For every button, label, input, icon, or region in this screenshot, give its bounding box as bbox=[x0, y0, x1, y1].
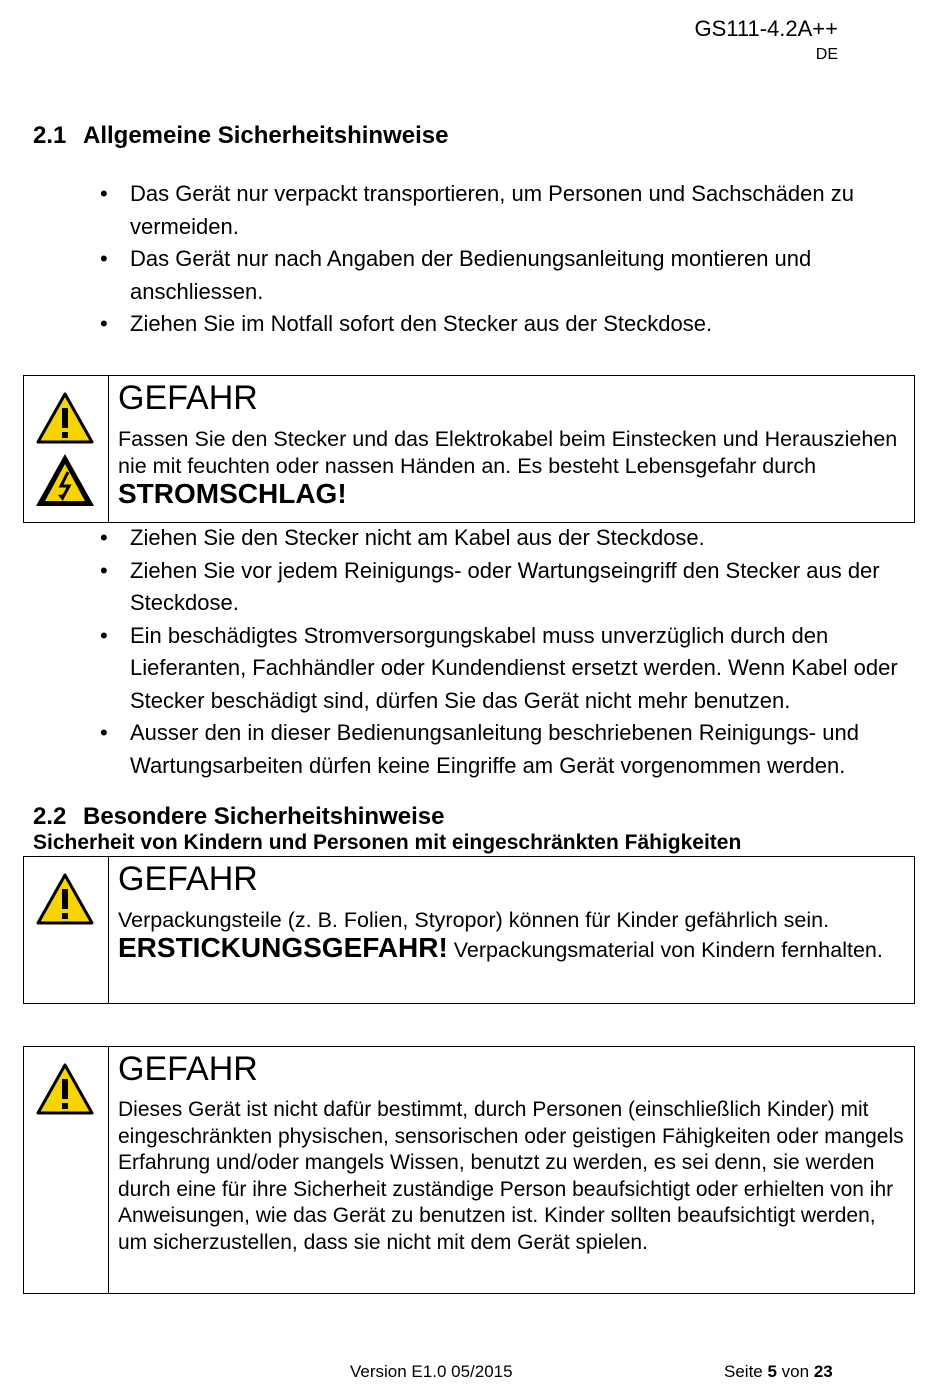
warning-emphasis: ERSTICKUNGSGEFAHR! bbox=[118, 932, 448, 963]
document-model: GS111-4.2A++ bbox=[694, 16, 838, 41]
bullet-icon: • bbox=[100, 311, 108, 336]
section-2-2-heading bbox=[33, 803, 444, 831]
warning-text: Fassen Sie den Stecker und das Elektrokabel beim Einstecken und Herausziehen nie mit feuchten oder nassen Händen an. Es besteht Lebensgefahr durch STROMSCHLAG! bbox=[118, 427, 898, 509]
warning-triangle-icon bbox=[36, 392, 94, 444]
warning-box-suffocation bbox=[23, 856, 915, 1004]
warning-title: GEFAHR bbox=[118, 379, 258, 417]
section-title: Allgemeine Sicherheitshinweise bbox=[83, 122, 449, 149]
warning-box-persons bbox=[23, 1046, 915, 1294]
section-2-1-heading bbox=[33, 122, 448, 150]
warning-icon-column bbox=[24, 857, 109, 1003]
warning-text: Dieses Gerät ist nicht dafür bestimmt, durch Personen (einschließlich Kinder) mit eingeschränkten physischen, sensorischen oder geistigen Fähigkeiten oder mangels Erfahrung und/oder mangels Wissen, benutzt zu werden, es sei denn, sie werden durch eine für ihre Sicherheit zuständige Person beaufsichtigt oder erhielten von ihr Anweisungen, wie das Gerät zu benutzen ist. Kinder sollten beaufsichtigt werden, um sicherzustellen, dass sie nicht mit dem Gerät spielen. bbox=[118, 1098, 904, 1254]
bullet-icon: • bbox=[100, 181, 108, 206]
bullet-icon: • bbox=[100, 525, 108, 550]
warning-icon-column bbox=[24, 376, 109, 522]
bullet-icon: • bbox=[100, 246, 108, 271]
bullet-list-cable bbox=[0, 522, 910, 782]
list-item: • Ausser den in dieser Bedienungsanleitung beschriebenen Reinigungs- und Wartungsarbeiten dürfen keine Eingriffe am Gerät vorgenommen werden. bbox=[0, 717, 910, 782]
warning-title: GEFAHR bbox=[118, 860, 258, 898]
warning-text-column bbox=[118, 1049, 904, 1256]
warning-text-column bbox=[118, 859, 904, 964]
bullet-icon: • bbox=[100, 720, 108, 745]
section-subtitle: Sicherheit von Kindern und Personen mit eingeschränkten Fähigkeiten bbox=[33, 831, 742, 854]
warning-text: Verpackungsteile (z. B. Folien, Styropor) können für Kinder gefährlich sein. ERSTICKUNGSGEFAHR! Verpackungsmaterial von Kindern fernhalten. bbox=[118, 908, 883, 963]
section-number: 2.1 bbox=[33, 122, 67, 149]
list-item: • Ziehen Sie vor jedem Reinigungs- oder Wartungseingriff den Stecker aus der Steckdose. bbox=[0, 555, 910, 620]
bullet-list-general bbox=[0, 178, 910, 341]
warning-text-column bbox=[118, 378, 904, 510]
electric-shock-icon bbox=[34, 452, 96, 508]
warning-triangle-icon bbox=[36, 873, 94, 925]
document-language: DE bbox=[815, 46, 838, 63]
footer-page-number: Seite 5 von 23 bbox=[724, 1362, 833, 1381]
warning-box-electric bbox=[23, 375, 915, 523]
warning-icon-column bbox=[24, 1047, 109, 1293]
bullet-icon: • bbox=[100, 622, 108, 648]
footer-version: Version E1.0 05/2015 bbox=[350, 1362, 513, 1381]
list-item: • Ein beschädigtes Stromversorgungskabel muss unverzüglich durch den Lieferanten, Fachhändler oder Kundendienst ersetzt werden. Wenn Kabel oder Stecker beschädigt sind, dürfen Sie das Gerät nicht mehr benutzen. bbox=[0, 620, 910, 718]
section-number: 2.2 bbox=[33, 803, 67, 830]
list-item: • Ziehen Sie im Notfall sofort den Stecker aus der Steckdose. bbox=[0, 308, 910, 341]
section-title: Besondere Sicherheitshinweise bbox=[83, 803, 445, 830]
list-item: • Das Gerät nur verpackt transportieren, um Personen und Sachschäden zu vermeiden. bbox=[0, 178, 910, 243]
warning-title: GEFAHR bbox=[118, 1050, 258, 1088]
warning-triangle-icon bbox=[36, 1063, 94, 1115]
bullet-icon: • bbox=[100, 557, 108, 583]
warning-emphasis: STROMSCHLAG! bbox=[118, 478, 347, 509]
list-item: • Ziehen Sie den Stecker nicht am Kabel aus der Steckdose. bbox=[0, 522, 910, 555]
list-item: • Das Gerät nur nach Angaben der Bedienungsanleitung montieren und anschliessen. bbox=[0, 243, 910, 308]
